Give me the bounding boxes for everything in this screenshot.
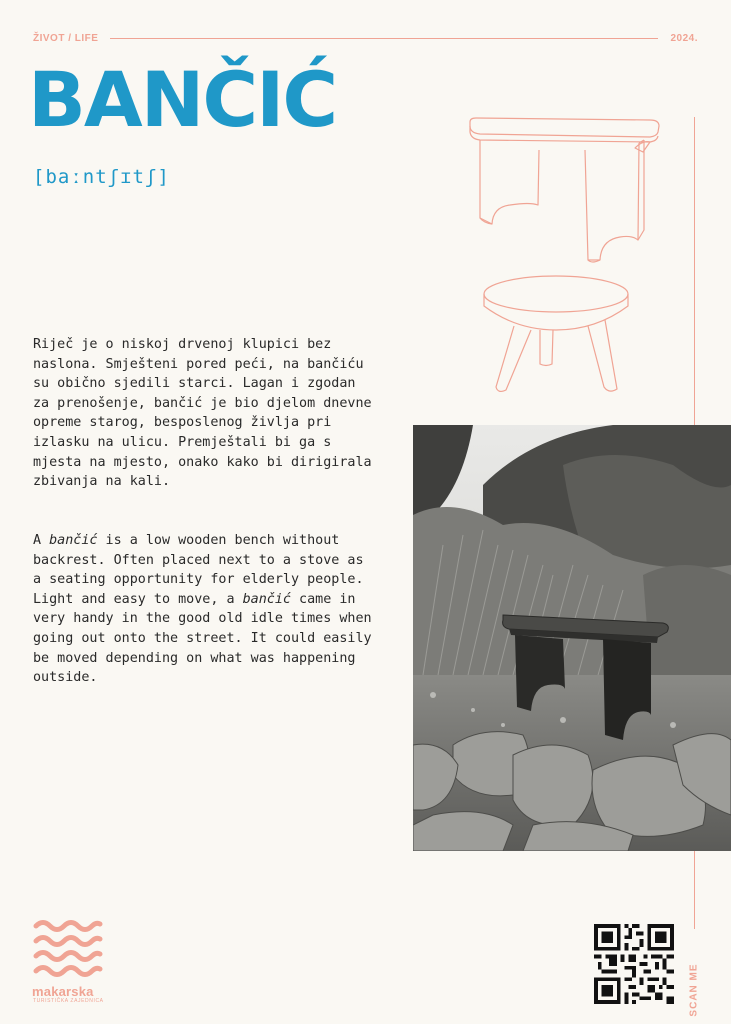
waves-logo <box>32 918 104 980</box>
logo-name: makarska <box>32 984 94 999</box>
header-rule <box>110 38 658 39</box>
english-text-part: A <box>33 533 50 548</box>
english-text-part: came in very handy in the good old idle times when going out onto the street. It could easily be moved depending on what was happening outside. <box>33 591 372 686</box>
stool-illustration <box>476 272 636 402</box>
body-text-english <box>33 531 378 688</box>
year-label: 2024. <box>670 33 698 44</box>
english-text-part: is a low wooden bench without backrest. Often placed next to a stove as a seating opportunity for elderly people. Light and easy to move, a <box>33 533 364 607</box>
pronunciation: [baːntʃɪtʃ] <box>33 166 170 188</box>
qr-code[interactable] <box>594 924 674 1004</box>
page-title: BANČIĆ <box>28 55 337 144</box>
term-bancic: bančić <box>242 591 291 607</box>
logo-subtitle: TURISTIČKA ZAJEDNICA <box>33 998 104 1004</box>
scan-me-label: SCAN ME <box>688 963 700 1017</box>
bench-photo <box>413 425 731 851</box>
term-bancic: bančić <box>49 533 98 548</box>
section-label: ŽIVOT / LIFE <box>33 33 99 44</box>
bench-illustration <box>460 110 665 270</box>
body-text-croatian: Riječ je o niskoj drvenoj klupici bez naslona. Smješteni pored peći, na bančiću su obično sjedili starci. Lagan i zgodan za prenošenje, bančić je bio djelom dnevne opreme starog, besposlenog življa pri izlasku na ulicu. Premještali bi ga s mjesta na mjesto, onako kako bi dirigirala zbivanja na kali. <box>33 337 372 490</box>
